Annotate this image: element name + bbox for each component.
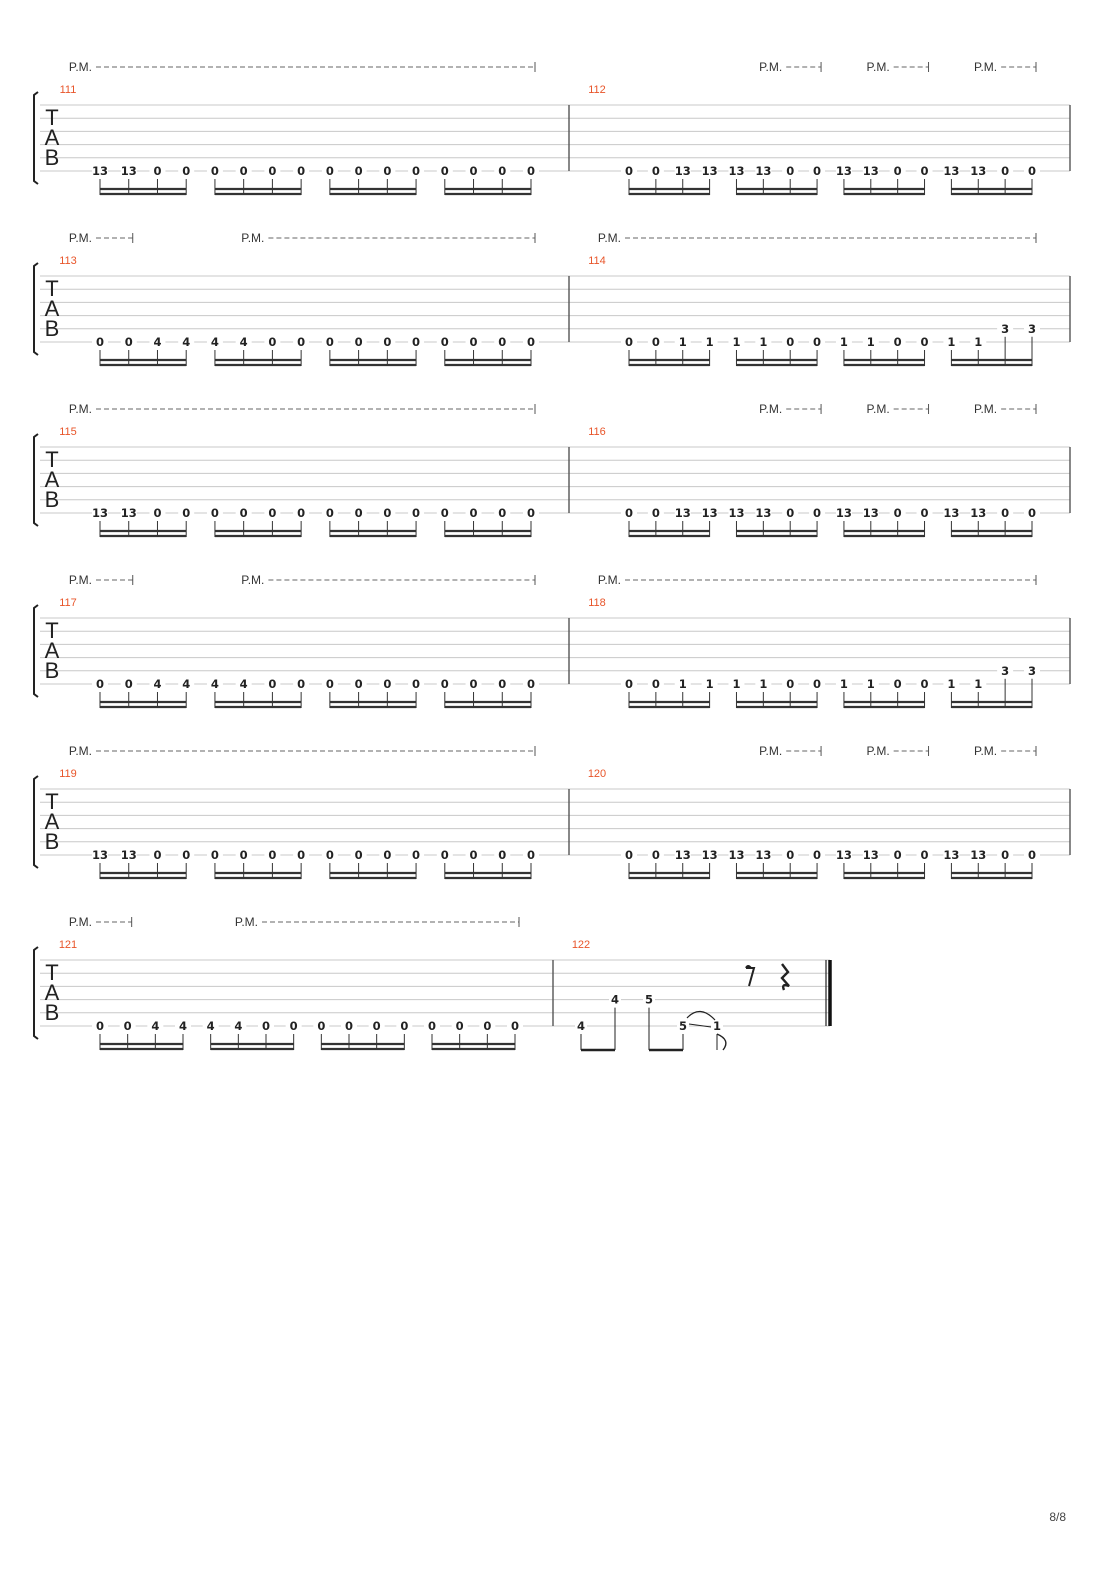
- fret-number: 0: [297, 164, 306, 178]
- fret-number: 0: [786, 677, 795, 691]
- fret-number: 0: [498, 164, 507, 178]
- system-bracket: [34, 776, 38, 868]
- measure-number: 119: [59, 768, 77, 780]
- fret-number: 1: [839, 335, 848, 349]
- fret-number: 1: [705, 335, 714, 349]
- tab-clef-letter: B: [44, 658, 60, 683]
- tab-clef-letter: B: [44, 487, 60, 512]
- fret-number: 4: [210, 335, 219, 349]
- fret-number: 1: [947, 335, 956, 349]
- fret-number: 4: [576, 1019, 586, 1033]
- fret-number: 0: [893, 677, 902, 691]
- measure-number: 115: [59, 426, 77, 438]
- fret-number: 0: [526, 164, 536, 178]
- palm-mute-label: P.M.: [68, 60, 92, 74]
- palm-mute-label: P.M.: [68, 915, 92, 929]
- tab-clef-letter: B: [44, 145, 60, 170]
- fret-number: 4: [210, 677, 219, 691]
- tab-clef-letter: T: [45, 105, 59, 130]
- fret-number: 13: [674, 164, 691, 178]
- measure-number: 112: [588, 84, 606, 96]
- fret-number: 0: [813, 506, 822, 520]
- palm-mute-label: P.M.: [241, 573, 265, 587]
- fret-number: 1: [759, 677, 768, 691]
- fret-number: 0: [786, 848, 795, 862]
- palm-mute-label: P.M.: [759, 402, 783, 416]
- fret-number: 0: [813, 335, 822, 349]
- fret-number: 3: [1001, 321, 1010, 336]
- fret-number: 13: [970, 506, 987, 520]
- fret-number: 1: [947, 677, 956, 691]
- fret-number: 0: [651, 506, 660, 520]
- system-bracket: [34, 263, 38, 355]
- fret-number: 0: [440, 335, 449, 349]
- fret-number: 0: [624, 506, 634, 520]
- fret-number: 4: [239, 335, 248, 349]
- measure-number: 118: [588, 597, 606, 609]
- tab-clef-letter: B: [44, 1000, 60, 1025]
- eighth-rest-icon: [746, 966, 754, 986]
- tab-clef-letter: T: [45, 618, 59, 643]
- fret-number: 5: [644, 992, 654, 1007]
- fret-number: 13: [943, 506, 960, 520]
- palm-mute-label: P.M.: [866, 744, 890, 758]
- palm-mute-label: P.M.: [759, 744, 783, 758]
- fret-number: 0: [297, 848, 306, 862]
- fret-number: 0: [95, 335, 105, 349]
- fret-number: 0: [920, 848, 929, 862]
- fret-number: 1: [678, 677, 687, 691]
- palm-mute-label: P.M.: [866, 60, 890, 74]
- fret-number: 4: [182, 677, 191, 691]
- fret-number: 4: [178, 1019, 188, 1033]
- fret-number: 0: [182, 848, 191, 862]
- system-bracket: [34, 434, 38, 526]
- fret-number: 0: [498, 677, 507, 691]
- tab-clef-letter: A: [44, 980, 60, 1005]
- fret-number: 0: [920, 677, 929, 691]
- fret-number: 13: [835, 506, 852, 520]
- fret-number: 0: [440, 677, 449, 691]
- fret-number: 13: [862, 848, 879, 862]
- fret-number: 0: [920, 164, 929, 178]
- fret-number: 13: [91, 848, 109, 862]
- fret-number: 0: [510, 1019, 520, 1033]
- palm-mute-label: P.M.: [974, 402, 998, 416]
- fret-number: 0: [526, 335, 536, 349]
- fret-number: 13: [755, 164, 772, 178]
- fret-number: 0: [498, 335, 507, 349]
- fret-number: 0: [651, 164, 660, 178]
- fret-number: 0: [297, 677, 306, 691]
- fret-number: 0: [354, 335, 363, 349]
- fret-number: 0: [1027, 848, 1037, 862]
- palm-mute-label: P.M.: [241, 231, 265, 245]
- fret-number: 13: [943, 164, 960, 178]
- fret-number: 1: [974, 677, 983, 691]
- fret-number: 0: [325, 335, 334, 349]
- fret-number: 0: [813, 848, 822, 862]
- fret-number: 0: [124, 335, 133, 349]
- fret-number: 0: [210, 164, 219, 178]
- fret-number: 0: [239, 506, 248, 520]
- palm-mute-label: P.M.: [597, 231, 621, 245]
- fret-number: 13: [674, 848, 691, 862]
- page-number: 8/8: [1049, 1510, 1066, 1524]
- palm-mute-label: P.M.: [866, 402, 890, 416]
- fret-number: 0: [210, 848, 219, 862]
- fret-number: 0: [813, 164, 822, 178]
- fret-number: 0: [372, 1019, 381, 1033]
- fret-number: 13: [701, 506, 718, 520]
- fret-number: 0: [354, 506, 363, 520]
- fret-number: 1: [759, 335, 768, 349]
- fret-number: 0: [469, 848, 478, 862]
- fret-number: 0: [153, 164, 162, 178]
- fret-number: 0: [624, 335, 634, 349]
- fret-number: 0: [354, 164, 363, 178]
- fret-number: 5: [678, 1019, 688, 1033]
- fret-number: 0: [786, 164, 795, 178]
- fret-number: 0: [383, 677, 392, 691]
- fret-number: 4: [153, 677, 162, 691]
- fret-number: 0: [95, 677, 105, 691]
- fret-number: 1: [974, 335, 983, 349]
- fret-number: 0: [95, 1019, 105, 1033]
- fret-number: 0: [526, 848, 536, 862]
- fret-number: 0: [412, 164, 421, 178]
- fret-number: 4: [153, 335, 162, 349]
- fret-number: 0: [651, 848, 660, 862]
- fret-number: 0: [268, 506, 277, 520]
- fret-number: 0: [526, 677, 536, 691]
- measure-number: 111: [59, 84, 77, 96]
- fret-number: 4: [610, 992, 620, 1007]
- fret-number: 0: [317, 1019, 326, 1033]
- fret-number: 0: [1001, 848, 1010, 862]
- fret-number: 0: [786, 506, 795, 520]
- fret-number: 0: [261, 1019, 271, 1033]
- fret-number: 3: [1027, 663, 1037, 678]
- fret-number: 0: [920, 335, 929, 349]
- fret-number: 0: [813, 677, 822, 691]
- fret-number: 13: [862, 164, 879, 178]
- system-bracket: [34, 92, 38, 184]
- fret-number: 3: [1027, 321, 1037, 336]
- fret-number: 0: [354, 848, 363, 862]
- fret-number: 0: [344, 1019, 354, 1033]
- fret-number: 13: [120, 848, 137, 862]
- fret-number: 13: [970, 164, 987, 178]
- tab-clef-letter: B: [44, 829, 60, 854]
- fret-number: 0: [297, 335, 306, 349]
- fret-number: 0: [1027, 506, 1037, 520]
- fret-number: 1: [866, 335, 875, 349]
- fret-number: 4: [151, 1019, 160, 1033]
- palm-mute-label: P.M.: [68, 573, 92, 587]
- fret-number: 1: [678, 335, 687, 349]
- fret-number: 0: [383, 335, 392, 349]
- fret-number: 0: [455, 1019, 464, 1033]
- fret-number: 0: [1001, 506, 1010, 520]
- fret-number: 0: [210, 506, 219, 520]
- tab-clef-letter: T: [45, 447, 59, 472]
- fret-number: 0: [920, 506, 929, 520]
- fret-number: 3: [1001, 663, 1010, 678]
- fret-number: 0: [289, 1019, 298, 1033]
- palm-mute-label: P.M.: [597, 573, 621, 587]
- fret-number: 4: [239, 677, 248, 691]
- fret-number: 0: [354, 677, 363, 691]
- fret-number: 1: [866, 677, 875, 691]
- tab-clef-letter: A: [44, 638, 60, 663]
- fret-number: 13: [91, 164, 109, 178]
- system-bracket: [34, 947, 38, 1039]
- fret-number: 0: [123, 1019, 132, 1033]
- fret-number: 13: [120, 506, 137, 520]
- fret-number: 0: [624, 848, 634, 862]
- fret-number: 0: [153, 848, 162, 862]
- fret-number: 0: [427, 1019, 437, 1033]
- fret-number: 0: [182, 164, 191, 178]
- fret-number: 0: [239, 848, 248, 862]
- fret-number: 13: [970, 848, 987, 862]
- fret-number: 0: [268, 335, 277, 349]
- fret-number: 13: [701, 164, 718, 178]
- fret-number: 0: [412, 848, 421, 862]
- fret-number: 0: [469, 164, 478, 178]
- fret-number: 0: [469, 335, 478, 349]
- fret-number: 0: [412, 335, 421, 349]
- fret-number: 0: [182, 506, 191, 520]
- fret-number: 0: [440, 848, 449, 862]
- fret-number: 13: [755, 506, 772, 520]
- fret-number: 0: [893, 164, 902, 178]
- fret-number: 1: [732, 335, 741, 349]
- palm-mute-label: P.M.: [68, 402, 92, 416]
- measure-number: 117: [59, 597, 77, 609]
- fret-number: 0: [786, 335, 795, 349]
- fret-number: 13: [674, 506, 691, 520]
- fret-number: 0: [383, 164, 392, 178]
- fret-number: 0: [383, 506, 392, 520]
- fret-number: 13: [728, 506, 745, 520]
- fret-number: 1: [712, 1019, 722, 1033]
- fret-number: 0: [469, 677, 478, 691]
- fret-number: 13: [835, 848, 852, 862]
- fret-number: 0: [297, 506, 306, 520]
- fret-number: 0: [383, 848, 392, 862]
- fret-number: 0: [325, 848, 334, 862]
- fret-number: 13: [728, 848, 745, 862]
- fret-number: 0: [325, 677, 334, 691]
- palm-mute-label: P.M.: [234, 915, 258, 929]
- note-flag: [717, 1034, 726, 1050]
- quarter-rest-icon: [782, 964, 789, 990]
- fret-number: 13: [862, 506, 879, 520]
- fret-number: 0: [268, 164, 277, 178]
- tab-clef-letter: B: [44, 316, 60, 341]
- palm-mute-label: P.M.: [974, 744, 998, 758]
- system-bracket: [34, 605, 38, 697]
- fret-number: 0: [526, 506, 536, 520]
- fret-number: 13: [728, 164, 745, 178]
- palm-mute-label: P.M.: [974, 60, 998, 74]
- fret-number: 0: [268, 677, 277, 691]
- fret-number: 13: [835, 164, 852, 178]
- fret-number: 4: [206, 1019, 215, 1033]
- fret-number: 0: [624, 677, 634, 691]
- tab-clef-letter: A: [44, 125, 60, 150]
- fret-number: 0: [412, 677, 421, 691]
- fret-number: 0: [651, 677, 660, 691]
- fret-number: 0: [498, 506, 507, 520]
- fret-number: 0: [153, 506, 162, 520]
- fret-number: 1: [732, 677, 741, 691]
- palm-mute-label: P.M.: [68, 744, 92, 758]
- fret-number: 1: [705, 677, 714, 691]
- tab-clef-letter: A: [44, 809, 60, 834]
- fret-number: 0: [400, 1019, 409, 1033]
- measure-number: 122: [571, 939, 591, 951]
- fret-number: 0: [483, 1019, 492, 1033]
- measure-number: 114: [588, 255, 606, 267]
- tab-clef-letter: T: [45, 276, 59, 301]
- tab-clef-letter: A: [44, 467, 60, 492]
- fret-number: 0: [893, 335, 902, 349]
- fret-number: 13: [701, 848, 718, 862]
- fret-number: 1: [839, 677, 848, 691]
- fret-number: 4: [234, 1019, 243, 1033]
- fret-number: 0: [239, 164, 248, 178]
- fret-number: 0: [325, 506, 334, 520]
- tab-clef-letter: T: [45, 960, 59, 985]
- fret-number: 0: [498, 848, 507, 862]
- palm-mute-label: P.M.: [759, 60, 783, 74]
- fret-number: 0: [893, 506, 902, 520]
- fret-number: 0: [469, 506, 478, 520]
- measure-number: 120: [587, 768, 607, 780]
- fret-number: 0: [124, 677, 133, 691]
- fret-number: 0: [651, 335, 660, 349]
- fret-number: 13: [943, 848, 960, 862]
- fret-number: 13: [91, 506, 109, 520]
- fret-number: 0: [268, 848, 277, 862]
- fret-number: 0: [412, 506, 421, 520]
- fret-number: 0: [440, 164, 449, 178]
- measure-number: 113: [59, 255, 77, 267]
- fret-number: 13: [120, 164, 137, 178]
- fret-number: 0: [1027, 164, 1037, 178]
- fret-number: 0: [325, 164, 334, 178]
- measure-number: 121: [58, 939, 78, 951]
- tab-clef-letter: T: [45, 789, 59, 814]
- fret-number: 0: [893, 848, 902, 862]
- measure-number: 116: [588, 426, 606, 438]
- palm-mute-label: P.M.: [68, 231, 92, 245]
- fret-number: 13: [755, 848, 772, 862]
- fret-number: 0: [1001, 164, 1010, 178]
- fret-number: 0: [440, 506, 449, 520]
- tab-clef-letter: A: [44, 296, 60, 321]
- fret-number: 0: [624, 164, 634, 178]
- fret-number: 4: [182, 335, 191, 349]
